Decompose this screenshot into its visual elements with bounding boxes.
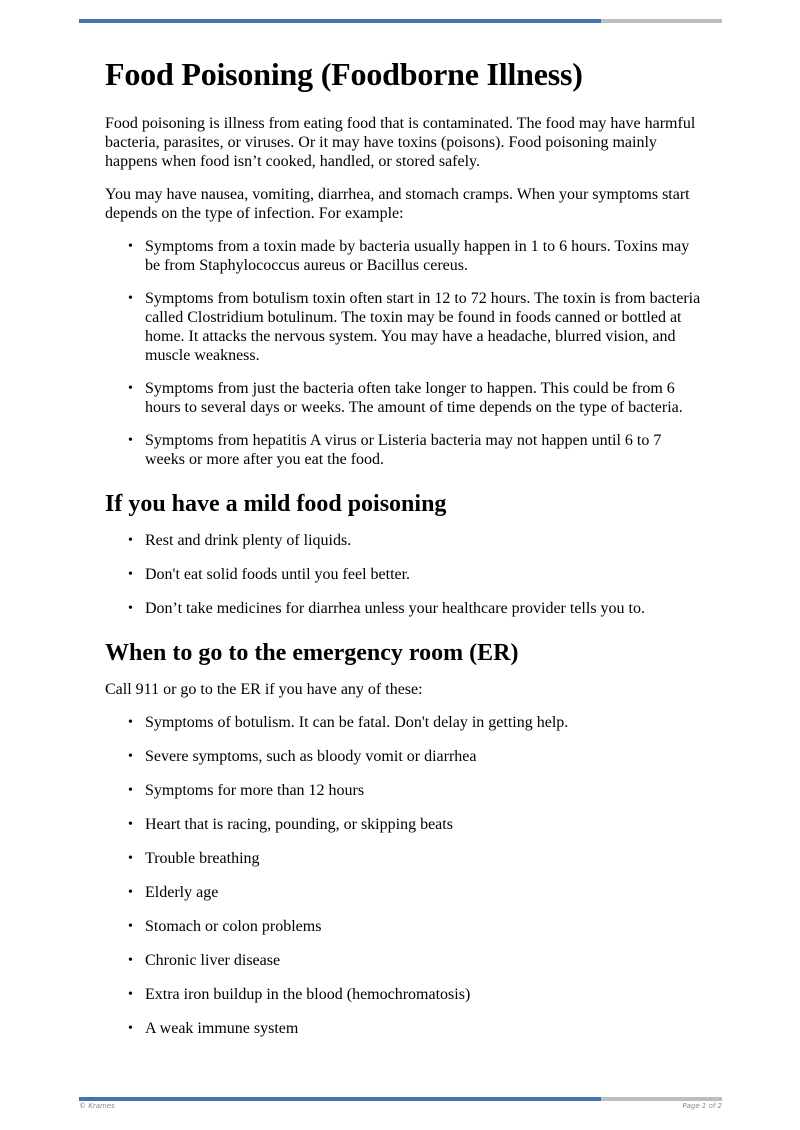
- page-footer: [79, 1102, 722, 1110]
- header-rule-blue-segment: [79, 19, 601, 23]
- list-item: [128, 531, 705, 550]
- list-item: [128, 289, 705, 365]
- section-heading-mild: If you have a mild food poisoning: [105, 491, 447, 517]
- list-item-text: Don't eat solid foods until you feel better.: [145, 566, 411, 583]
- list-item-text: Symptoms from just the bacteria often take longer to happen. This could be from 6 hours to several days or weeks. The amount of time depends on the type of bacteria.: [145, 380, 683, 416]
- list-item: [128, 883, 705, 902]
- bullet-icon: •: [128, 601, 133, 616]
- header-rule-grey-segment: [601, 19, 722, 23]
- list-item-text: Don’t take medicines for diarrhea unless your healthcare provider tells you to.: [145, 600, 645, 617]
- list-item-text: Heart that is racing, pounding, or skipping beats: [145, 816, 453, 833]
- list-item: [128, 565, 705, 584]
- bullet-icon: •: [128, 715, 133, 730]
- list-item: [128, 849, 705, 868]
- list-item-text: Extra iron buildup in the blood (hemochromatosis): [145, 986, 471, 1003]
- footer-rule: [79, 1097, 722, 1101]
- bullet-icon: •: [128, 851, 133, 866]
- list-item: [128, 237, 705, 275]
- list-item: [128, 713, 705, 732]
- list-item: [128, 1019, 705, 1038]
- bullet-icon: •: [128, 749, 133, 764]
- page-title: Food Poisoning (Foodborne Illness): [105, 56, 583, 92]
- intro-paragraph: You may have nausea, vomiting, diarrhea, and stomach cramps. When your symptoms start depends on the type of infection. For example:: [105, 186, 690, 222]
- list-item: [128, 985, 705, 1004]
- list-item-text: Symptoms from botulism toxin often start in 12 to 72 hours. The toxin is from bacteria called Clostridium botulinum. The toxin may be found in foods canned or bottled at home. It attacks the nervous system. You may have a headache, blurred vision, and muscle weakness.: [145, 290, 701, 364]
- bullet-icon: •: [128, 433, 133, 448]
- bullet-icon: •: [128, 919, 133, 934]
- list-item-text: Stomach or colon problems: [145, 918, 322, 935]
- list-item: [128, 431, 705, 469]
- bullet-icon: •: [128, 567, 133, 582]
- list-item-text: Symptoms from a toxin made by bacteria usually happen in 1 to 6 hours. Toxins may be from Staphylococcus aureus or Bacillus cereus.: [145, 238, 690, 274]
- list-item: [128, 815, 705, 834]
- list-item-text: Symptoms of botulism. It can be fatal. Don't delay in getting help.: [145, 714, 569, 731]
- bullet-icon: •: [128, 291, 133, 306]
- list-item-text: Symptoms from hepatitis A virus or Listeria bacteria may not happen until 6 to 7 weeks or more after you eat the food.: [145, 432, 662, 468]
- document-body: [105, 52, 705, 1053]
- bullet-icon: •: [128, 381, 133, 396]
- list-item: [128, 379, 705, 417]
- section-heading-er: When to go to the emergency room (ER): [105, 640, 519, 666]
- header-rule: [79, 19, 722, 23]
- list-item: [128, 951, 705, 970]
- intro-paragraph: Food poisoning is illness from eating food that is contaminated. The food may have harmful bacteria, parasites, or viruses. Or it may have toxins (poisons). Food poisoning mainly happens when food isn’t cooked, handled, or stored safely.: [105, 115, 696, 170]
- er-intro-paragraph: Call 911 or go to the ER if you have any of these:: [105, 681, 423, 698]
- footer-rule-grey-segment: [601, 1097, 722, 1101]
- list-item: [128, 781, 705, 800]
- list-item: [128, 599, 705, 618]
- bullet-icon: •: [128, 953, 133, 968]
- list-item-text: Elderly age: [145, 884, 219, 901]
- list-item-text: Severe symptoms, such as bloody vomit or diarrhea: [145, 748, 477, 765]
- symptom-timing-list: [105, 237, 705, 469]
- bullet-icon: •: [128, 817, 133, 832]
- list-item-text: Rest and drink plenty of liquids.: [145, 532, 352, 549]
- er-symptom-list: [105, 713, 705, 1038]
- page-number: Page 1 of 2: [682, 1102, 722, 1110]
- list-item: [128, 747, 705, 766]
- bullet-icon: •: [128, 987, 133, 1002]
- list-item-text: A weak immune system: [145, 1020, 299, 1037]
- bullet-icon: •: [128, 1021, 133, 1036]
- bullet-icon: •: [128, 533, 133, 548]
- copyright-text: © Krames: [79, 1102, 115, 1110]
- bullet-icon: •: [128, 783, 133, 798]
- list-item-text: Chronic liver disease: [145, 952, 281, 969]
- bullet-icon: •: [128, 885, 133, 900]
- list-item: [128, 917, 705, 936]
- footer-rule-blue-segment: [79, 1097, 601, 1101]
- list-item-text: Symptoms for more than 12 hours: [145, 782, 365, 799]
- mild-care-list: [105, 531, 705, 618]
- bullet-icon: •: [128, 239, 133, 254]
- list-item-text: Trouble breathing: [145, 850, 260, 867]
